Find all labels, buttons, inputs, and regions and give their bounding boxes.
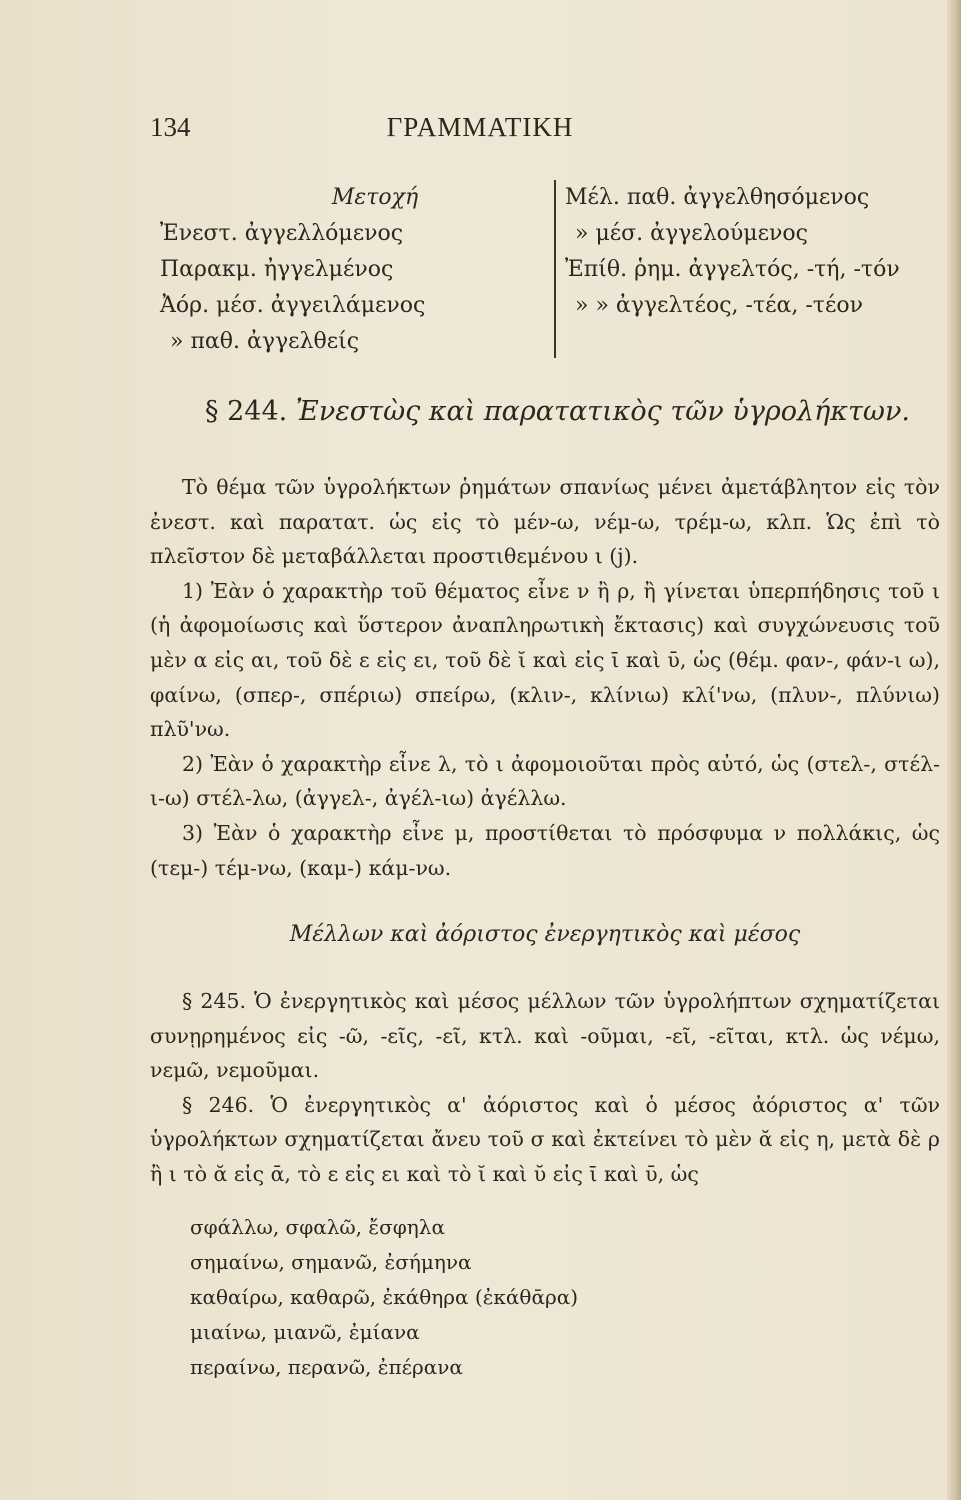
paragraph: 2) Ἐὰν ὁ χαρακτὴρ εἶνε λ, τὸ ι ἀφομοιοῦται πρὸς αὐτό, ὡς (στελ-, στέλ-ι-ω) στέλ-λω, (ἀγγελ-, ἀγέλ-ιω) ἀγέλλω. [150,751,940,811]
subheading: Μέλλων καὶ ἀόριστος ἐνεργητικὸς καὶ μέσος [289,922,801,947]
participle-title: Μετοχή [331,185,419,210]
section-body-2 [150,984,940,1192]
participle-column-right [565,180,945,324]
section-title: Ἐνεστὼς καὶ παρατατικὸς τῶν ὑγρολήκτων. [295,396,910,427]
page-edge [947,0,961,1500]
participle-line: » μέσ. ἀγγελούμενος [575,221,808,246]
participle-line: Ἐνεστ. ἀγγελλόμενος [160,221,404,246]
example-line: καθαίρω, καθαρῶ, ἐκάθηρα (ἐκάθᾱρα) [190,1285,579,1309]
participle-line: » » ἀγγελτέος, -τέα, -τέον [575,293,863,318]
example-line: σημαίνω, σημανῶ, ἐσήμηνα [190,1250,472,1274]
example-list [190,1210,690,1385]
example-line: σφάλλω, σφαλῶ, ἔσφηλα [190,1215,445,1239]
column-divider [554,180,556,358]
participle-table [160,180,940,360]
example-line: μιαίνω, μιανῶ, ἐμίανα [190,1320,420,1344]
paragraph: § 245. Ὁ ἐνεργητικὸς καὶ μέσος μέλλων τῶν ὑγρολήπτων σχηματίζεται συνῃρημένος εἰς -ῶ, -εῖς, -εῖ, κτλ. καὶ -οῦμαι, -εῖ, -εῖται, κτλ. ὡς νέμω, νεμῶ, νεμοῦμαι. [150,989,940,1083]
paragraph: 1) Ἐὰν ὁ χαρακτὴρ τοῦ θέματος εἶνε ν ἢ ρ, ἢ γίνεται ὑπερπήδησις τοῦ ι (ἡ ἀφομοίωσις καὶ ὕστερον ἀναπληρωτικὴ ἔκτασις) καὶ συγχώνευσις τοῦ μὲν α εἰς αι, τοῦ δὲ ε εἰς ει, τοῦ δὲ ῐ καὶ εἰς ῑ καὶ ῡ, ὡς (θέμ. φαν-, φάν-ι ω), φαίνω, (σπερ-, σπέριω) σπείρω, (κλιν-, κλίνιω) κλί'νω, (πλυν-, πλύνιω) πλῦ'νω. [150,578,940,742]
paragraph: Τὸ θέμα τῶν ὑγρολήκτων ῥημάτων σπανίως μένει ἀμετάβλητον εἰς τὸν ἐνεστ. καὶ παρατατ. ὡς εἰς τὸ μέν-ω, νέμ-ω, τρέμ-ω, κλπ. Ὡς ἐπὶ τὸ πλεῖστον δὲ μεταβάλλεται προστιθεμένου ι (j). [150,475,940,569]
participle-line: » παθ. ἀγγελθείς [170,329,360,354]
participle-column-left [160,180,550,360]
section-mark: § 244. [205,396,288,427]
page-number: 134 [150,112,191,142]
paragraph: 3) Ἐὰν ὁ χαρακτὴρ εἶνε μ, προστίθεται τὸ πρόσφυμα ν πολλάκις, ὡς (τεμ-) τέμ-νω, (καμ-) κάμ-νω. [150,820,940,880]
participle-line: Ἐπίθ. ῥημ. ἀγγελτός, -τή, -τόν [565,257,900,282]
running-title: ΓΡΑΜΜΑΤΙΚΗ [386,112,574,142]
page-header [150,112,810,152]
participle-line: Μέλ. παθ. ἀγγελθησόμενος [565,185,870,210]
paragraph: § 246. Ὁ ἐνεργητικὸς α' ἀόριστος καὶ ὁ μέσος ἀόριστος α' τῶν ὑγρολήκτων σχηματίζεται ἄνευ τοῦ σ καὶ ἐκτείνει τὸ μὲν ᾰ εἰς η, μετὰ δὲ ρ ἢ ι τὸ ᾰ εἰς ᾱ, τὸ ε εἰς ει καὶ τὸ ῐ καὶ ῠ εἰς ῑ καὶ ῡ, ὡς [150,1092,940,1186]
example-line: περαίνω, περανῶ, ἐπέρανα [190,1355,463,1379]
participle-line: Παρακμ. ἠγγελμένος [160,257,394,282]
participle-line: Ἀόρ. μέσ. ἀγγειλάμενος [160,293,426,318]
section-body [150,470,940,885]
section-heading [205,396,925,427]
